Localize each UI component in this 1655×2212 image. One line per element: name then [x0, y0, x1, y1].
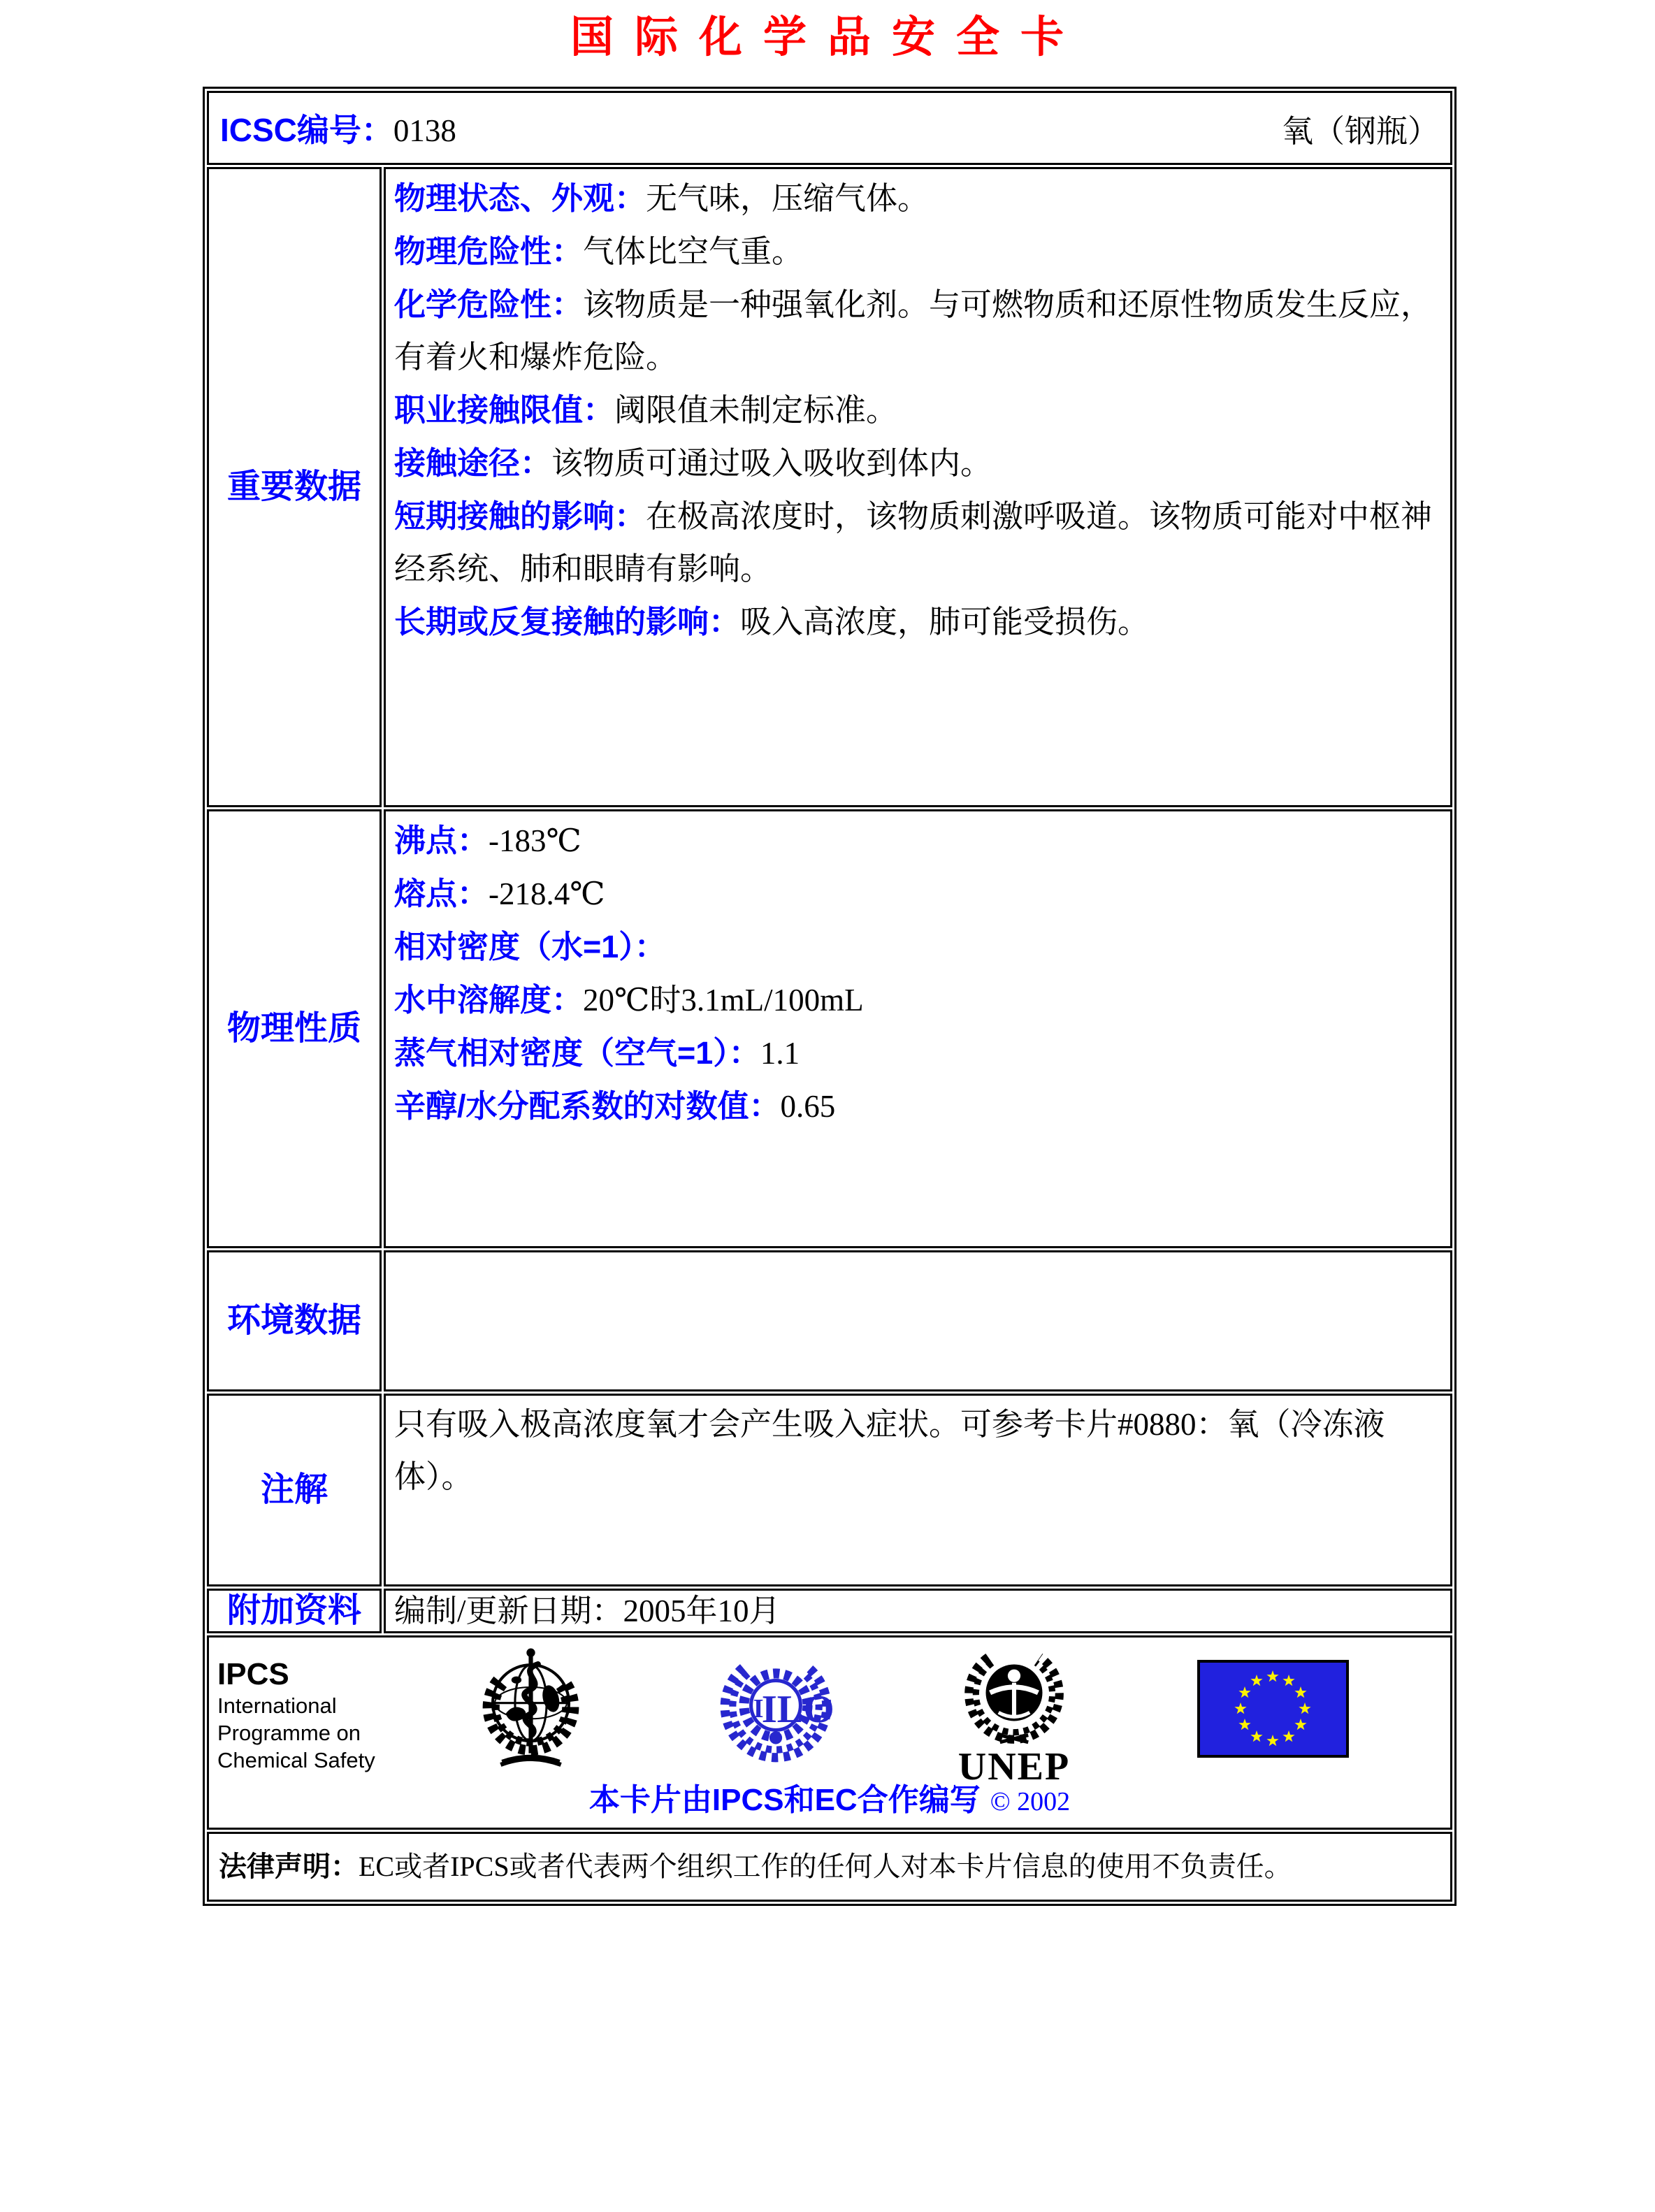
field-row: [394, 490, 1438, 595]
field-value: 该物质是一种强氧化剂。与可燃物质和还原性物质发生反应，有着火和爆炸危险。: [394, 287, 1433, 375]
ipcs-title: IPCS: [217, 1657, 289, 1691]
legal-notice-label: 法律声明：: [219, 1851, 359, 1882]
organizations-footer: [207, 1635, 1452, 1830]
field-label: 熔点：: [394, 876, 489, 911]
field-value: 该物质可通过吸入吸收到体内。: [551, 446, 992, 481]
field-row: [394, 384, 1438, 437]
field-value: 20℃时3.1mL/100mL: [583, 983, 864, 1018]
field-row: [394, 974, 1438, 1027]
ilo-logo-icon: [714, 1647, 838, 1771]
field-label: 物理状态、外观：: [394, 180, 646, 216]
ipcs-line: Programme on: [217, 1721, 361, 1745]
field-value: 无气味，压缩气体。: [646, 181, 930, 216]
who-logo: [466, 1640, 595, 1784]
physical-properties-content: [384, 809, 1452, 1248]
ipcs-text-block: [217, 1657, 375, 1774]
field-label: 水中溶解度：: [394, 982, 584, 1018]
field-row: [394, 225, 1438, 278]
field-value: 吸入高浓度，肺可能受损伤。: [740, 605, 1150, 639]
ipcs-line: International: [217, 1693, 337, 1718]
field-value: -218.4℃: [489, 876, 605, 911]
environmental-data-content: [384, 1250, 1452, 1391]
field-row: [394, 595, 1438, 649]
unep-logo: [956, 1642, 1072, 1747]
substance-name: 氧（钢瓶）: [1281, 113, 1439, 149]
eu-flag: [1197, 1660, 1349, 1758]
icsc-number-group: [220, 105, 456, 151]
ilo-letter: I: [753, 1694, 764, 1724]
field-value: 1.1: [760, 1036, 800, 1071]
field-label: 沸点：: [394, 823, 489, 858]
card-header: [220, 105, 1439, 151]
field-value: 阈限值未制定标准。: [614, 393, 898, 428]
field-row: [394, 867, 1438, 920]
card-header-cell: [207, 91, 1452, 165]
field-label: 接触途径：: [394, 445, 552, 481]
section-label-additional-info: 附加资料: [207, 1589, 382, 1633]
credit-line: [209, 1774, 1450, 1819]
update-date-value: 2005年10月: [623, 1593, 781, 1628]
page-title: 国际化学品安全卡: [570, 14, 1085, 62]
field-label: 相对密度（水=1）：: [394, 929, 666, 964]
credit-year: © 2002: [990, 1787, 1071, 1816]
additional-info-content: [384, 1589, 1452, 1633]
unep-logo-block: [951, 1642, 1077, 1786]
ilo-logo: [714, 1647, 838, 1768]
icsc-card-table: [203, 87, 1457, 1906]
who-logo-icon: [466, 1640, 595, 1787]
field-label: 物理危险性：: [394, 233, 584, 269]
section-label-notes: 注解: [207, 1394, 382, 1586]
field-row: [394, 437, 1438, 490]
legal-notice-text: EC或者IPCS或者代表两个组织工作的任何人对本卡片信息的使用不负责任。: [359, 1851, 1292, 1882]
field-label: 蒸气相对密度（空气=1）：: [394, 1035, 760, 1071]
field-label: 短期接触的影响：: [394, 498, 646, 534]
field-row: [394, 1080, 1438, 1133]
field-value: 气体比空气重。: [583, 234, 804, 269]
field-value: 在极高浓度时，该物质刺激呼吸道。该物质可能对中枢神经系统、肺和眼睛有影响。: [394, 499, 1433, 586]
field-row: [394, 814, 1438, 867]
ilo-letters: ILO: [761, 1688, 834, 1732]
field-row: [394, 1027, 1438, 1080]
section-label-physical-properties: 物理性质: [207, 809, 382, 1248]
ipcs-line: Chemical Safety: [217, 1748, 375, 1772]
field-label: 辛醇/水分配系数的对数值：: [394, 1088, 781, 1124]
field-row: [394, 920, 1438, 974]
field-label: 长期或反复接触的影响：: [394, 604, 741, 639]
eu-flag-icon: [1197, 1660, 1349, 1761]
field-value: -183℃: [489, 823, 581, 858]
section-label-environmental-data: 环境数据: [207, 1250, 382, 1391]
update-date-label: 编制/更新日期：: [394, 1593, 623, 1628]
credit-text: 本卡片由IPCS和EC合作编写: [588, 1783, 981, 1817]
important-data-content: [384, 167, 1452, 807]
field-row: [394, 172, 1438, 225]
icsc-number-label: ICSC编号：: [220, 112, 393, 148]
section-label-important-data: 重要数据: [207, 167, 382, 807]
field-value: 0.65: [780, 1089, 836, 1124]
unep-wordmark: UNEP: [957, 1745, 1071, 1788]
field-label: 职业接触限值：: [394, 392, 615, 428]
legal-notice: [207, 1832, 1452, 1902]
icsc-number-value: 0138: [393, 113, 456, 148]
field-label: 化学危险性：: [394, 287, 584, 322]
field-row: [394, 278, 1438, 384]
notes-content: 只有吸入极高浓度氧才会产生吸入症状。可参考卡片#0880：氧（冷冻液体）。: [384, 1394, 1452, 1586]
